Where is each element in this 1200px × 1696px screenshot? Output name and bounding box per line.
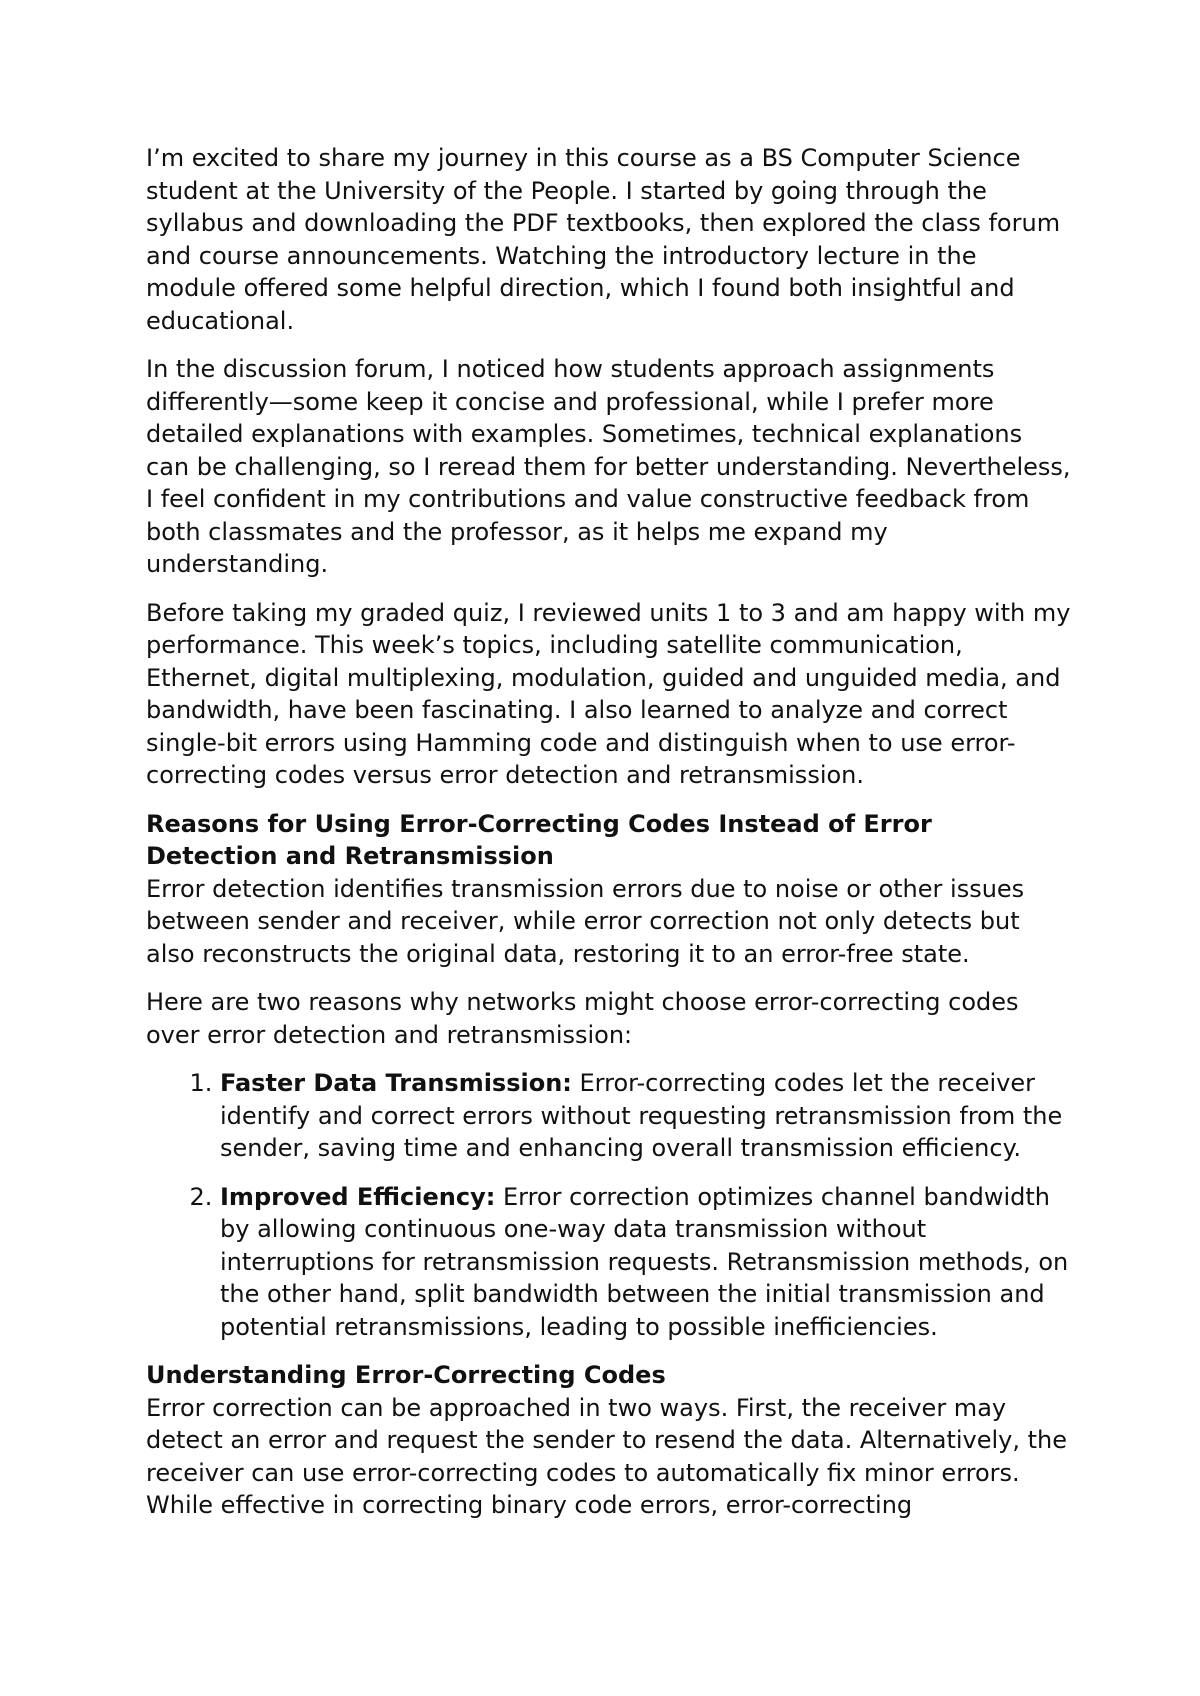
list-item-text: Error-correcting codes let the receiver identify and correct errors without requesting retransmission from the sender, saving time and enhancing overall transmission efficiency. <box>220 1069 1063 1162</box>
discussion-paragraph: In the discussion forum, I noticed how students approach assignments differently—some keep it concise and professional, while I prefer more detailed explanations with examples. Sometimes, technical explanations can be challenging, so I reread them for better understanding. Nevertheless, I feel confident in my contributions and value constructive feedback from both classmates and the professor, as it helps me expand my understanding. <box>146 355 1071 578</box>
reasons-list <box>146 1067 1071 1343</box>
list-item-title: Improved Efficiency: <box>220 1182 496 1211</box>
list-item <box>220 1181 1071 1344</box>
list-item-title: Faster Data Transmission: <box>220 1069 572 1097</box>
document-body <box>146 142 1071 1538</box>
section-body-error-detection: Error detection identifies transmission errors due to noise or other issues between sender and receiver, while error correction not only detects but also reconstructs the original data, restoring it to an error-free state. <box>146 874 1025 968</box>
quiz-paragraph: Before taking my graded quiz, I reviewed units 1 to 3 and am happy with my performance. This week’s topics, including satellite communication, Ethernet, digital multiplexing, modulation, guided and unguided media, and bandwidth, have been fascinating. I also learned to analyze and correct single-bit errors using Hamming code and distinguish when to use error-correcting codes versus error detection and retransmission. <box>146 598 1071 789</box>
section-heading-understanding: Understanding Error-Correcting Codes <box>146 1361 666 1389</box>
list-item <box>220 1067 1071 1165</box>
intro-paragraph: I’m excited to share my journey in this course as a BS Computer Science student at the University of the People. I started by going through the syllabus and downloading the PDF textbooks, then explored the class forum and course announcements. Watching the introductory lecture in the module offered some helpful direction, which I found both insightful and educational. <box>146 144 1061 335</box>
list-item-text: Error correction optimizes channel bandwidth by allowing continuous one-way data transmission without interruptions for retransmission requests. Retransmission methods, on the other hand, split bandwidth between the initial transmission and potential retransmissions, leading to possible inefficiencies. <box>220 1182 1069 1341</box>
reasons-intro-paragraph: Here are two reasons why networks might choose error-correcting codes over error detection and retransmission: <box>146 988 1019 1049</box>
section-heading-reasons: Reasons for Using Error-Correcting Codes Instead of Error Detection and Retransmission <box>146 809 932 870</box>
section-body-error-correction: Error correction can be approached in two ways. First, the receiver may detect an error and request the sender to resend the data. Alternatively, the receiver can use error-correcting codes to automatically fix minor errors. While effective in correcting binary code errors, error-correcting <box>146 1393 1068 1519</box>
